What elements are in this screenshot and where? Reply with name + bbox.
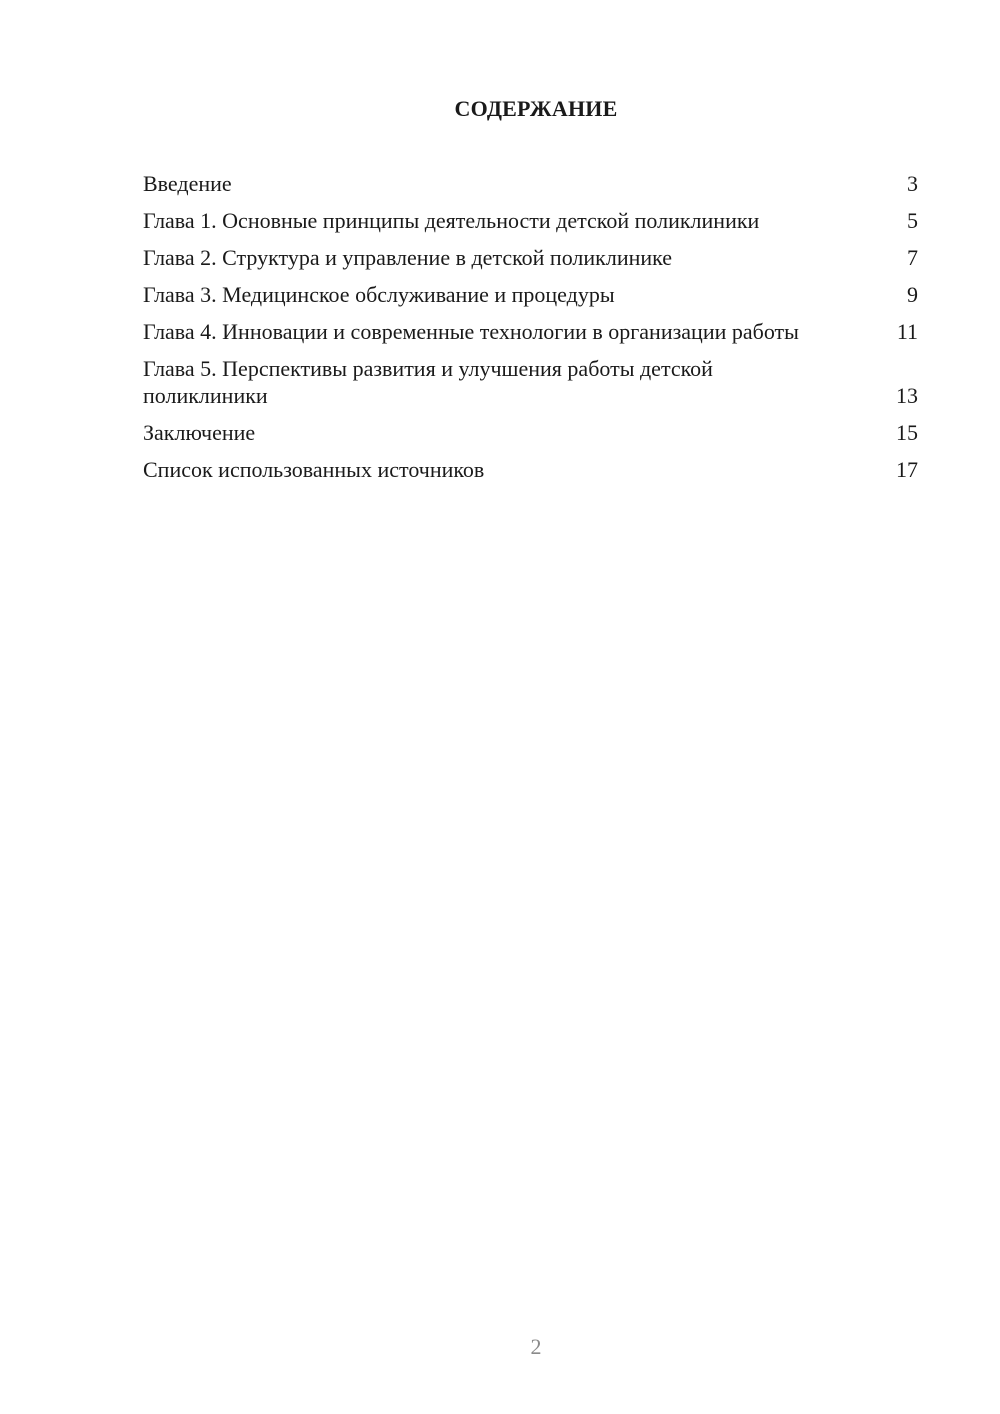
toc-entry-conclusion (143, 419, 918, 446)
toc-entry-label: Список использованных источников (143, 457, 485, 482)
toc-entry-chapter-5 (143, 355, 918, 409)
toc-entry-chapter-4 (143, 318, 918, 345)
toc-entry-page-number: 15 (896, 420, 918, 445)
toc-entry-references (143, 456, 918, 483)
toc-entry-label: Глава 1. Основные принципы деятельности детской поликлиники (143, 208, 760, 233)
toc-entry-chapter-1 (143, 207, 918, 234)
toc-entry-label: Глава 5. Перспективы развития и улучшения работы детской поликлиники (143, 356, 713, 408)
toc-entry-label: Введение (143, 171, 232, 196)
toc-entry-label: Заключение (143, 420, 256, 445)
toc-entry-page-number: 17 (896, 457, 918, 482)
toc-entry-label: Глава 3. Медицинское обслуживание и процедуры (143, 282, 615, 307)
table-of-contents (143, 170, 918, 493)
toc-entry-label: Глава 2. Структура и управление в детской поликлинике (143, 245, 673, 270)
toc-entry-page-number: 9 (907, 282, 918, 307)
toc-entry-chapter-2 (143, 244, 918, 271)
toc-entry-introduction (143, 170, 918, 197)
toc-entry-chapter-3 (143, 281, 918, 308)
toc-entry-page-number: 3 (907, 171, 918, 196)
toc-title: СОДЕРЖАНИЕ (454, 96, 618, 121)
toc-entry-page-number: 5 (907, 208, 918, 233)
page-number: 2 (530, 1334, 542, 1359)
toc-entry-label: Глава 4. Инновации и современные технологии в организации работы (143, 319, 799, 344)
toc-entry-page-number: 7 (907, 245, 918, 270)
toc-entry-page-number: 11 (896, 319, 918, 344)
toc-entry-page-number: 13 (896, 383, 918, 408)
